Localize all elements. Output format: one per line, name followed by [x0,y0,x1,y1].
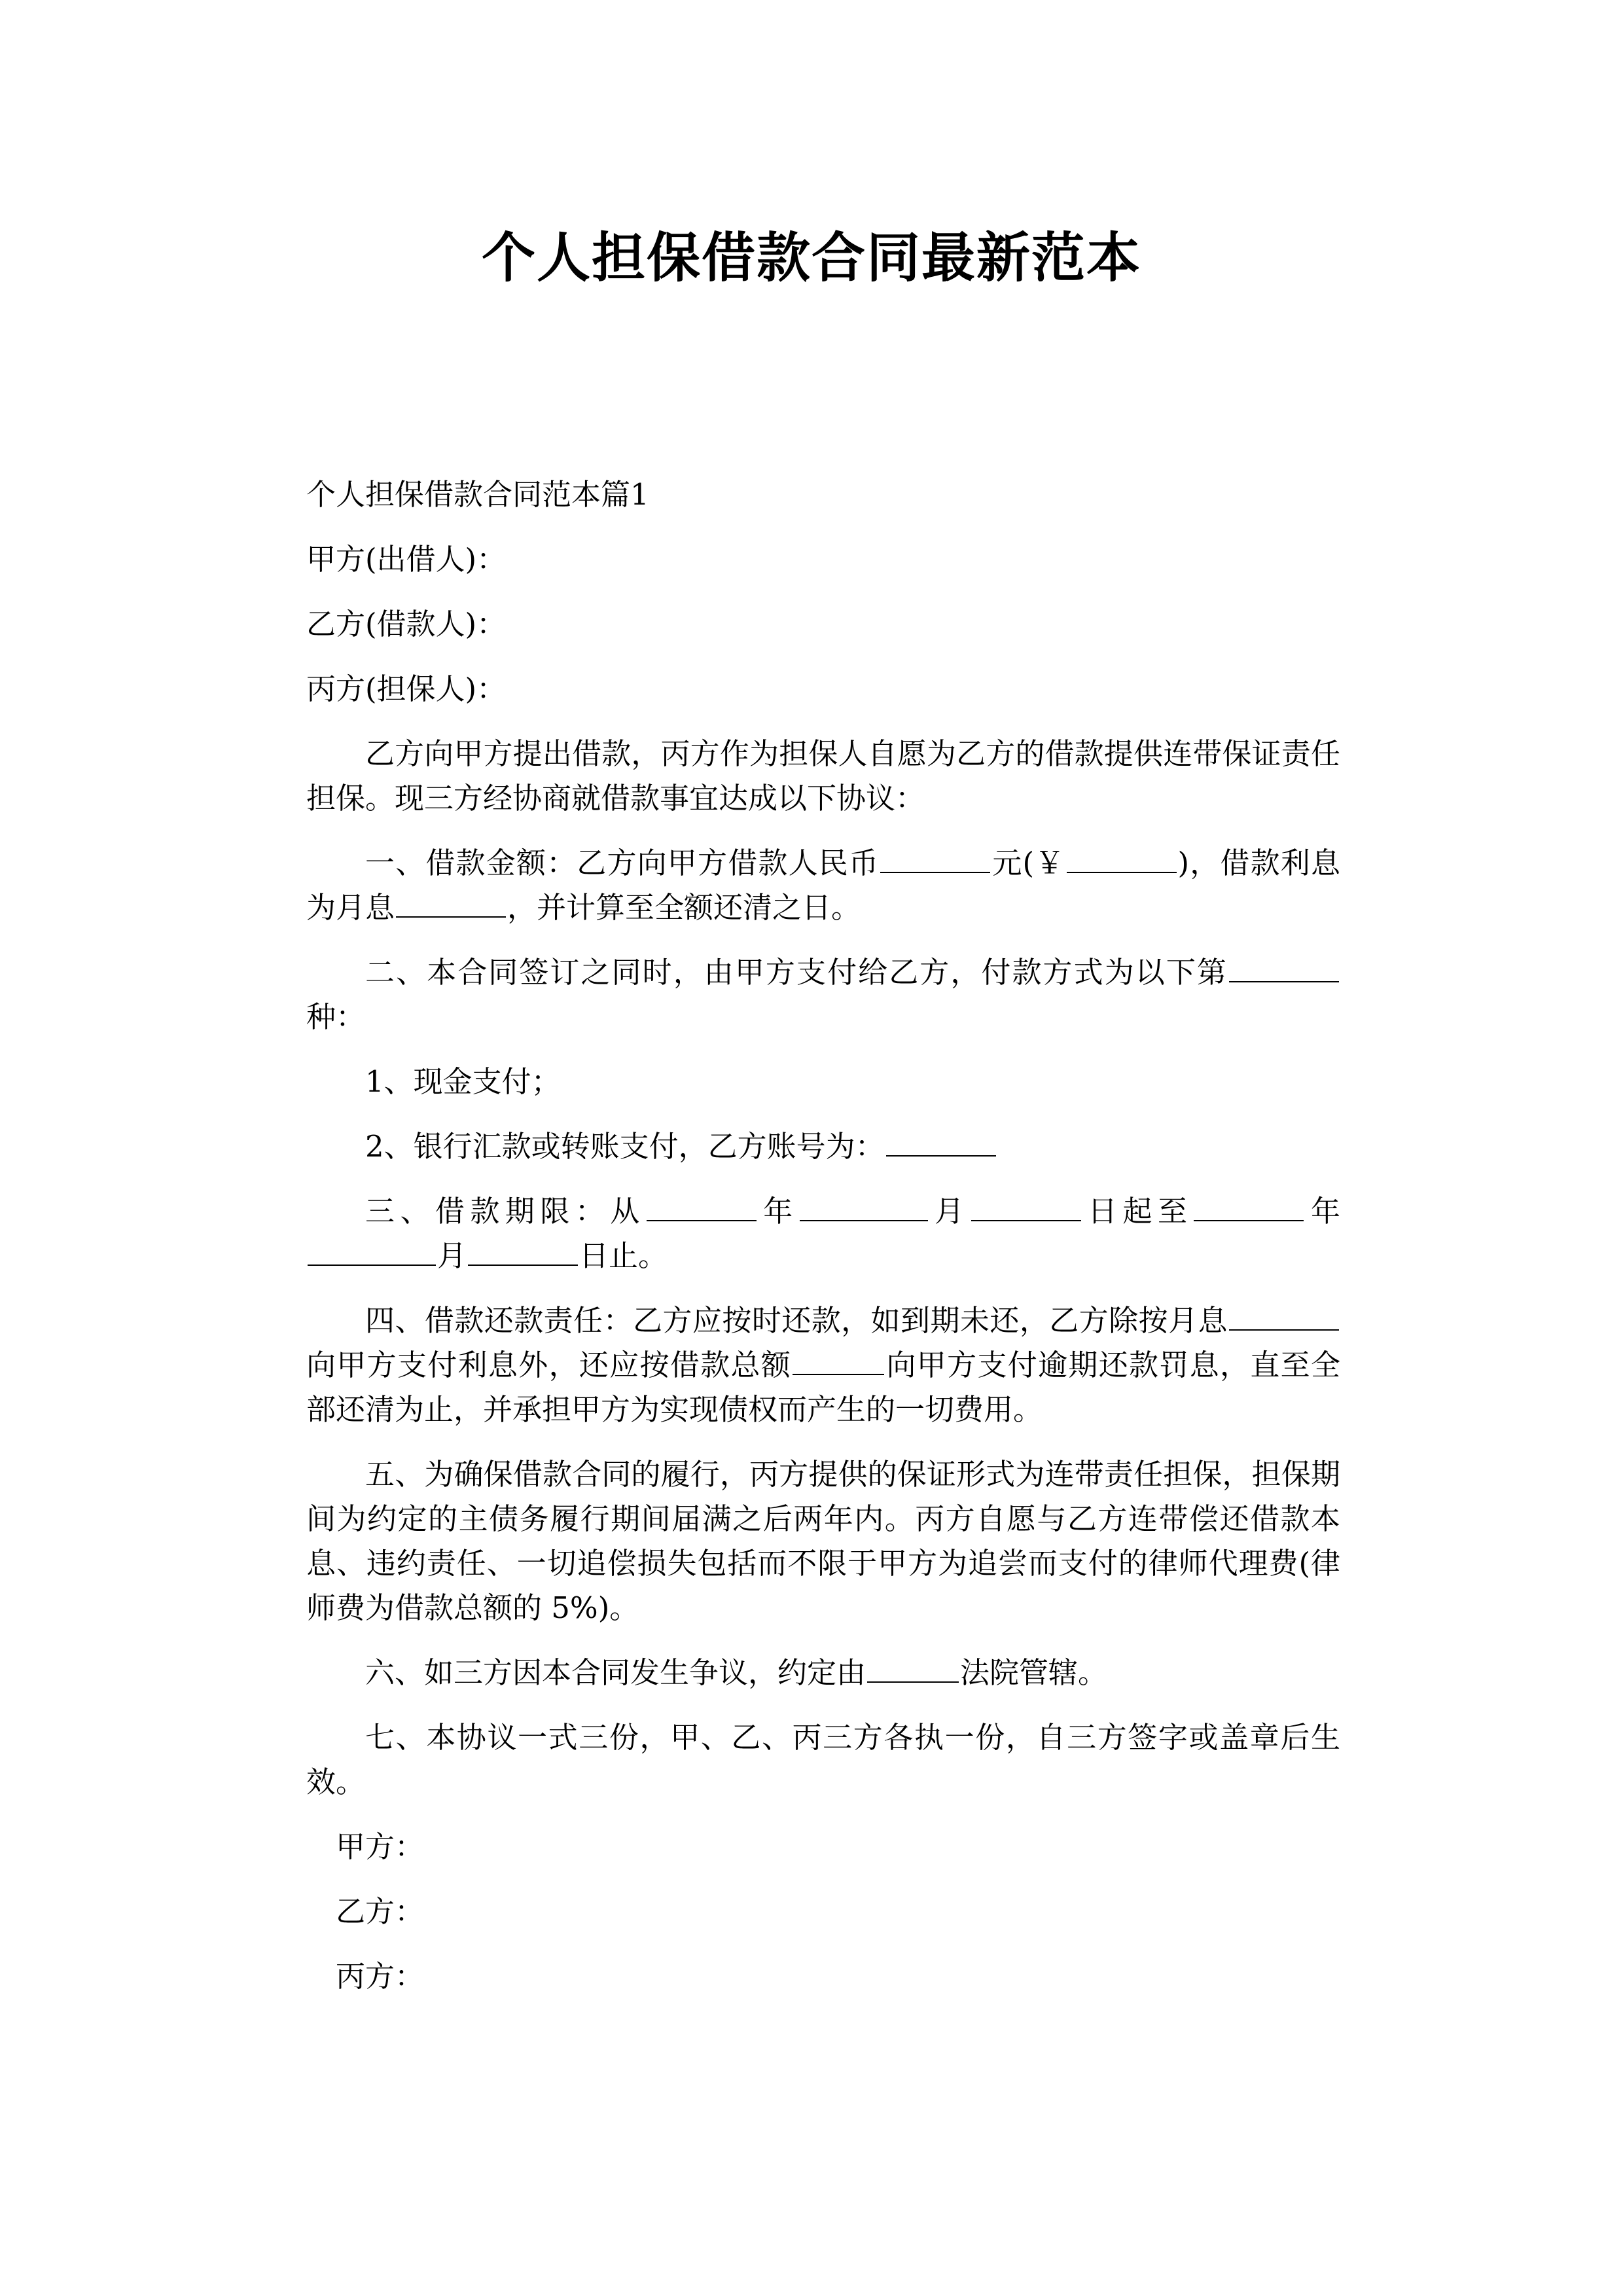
start-year-blank[interactable] [647,1191,757,1221]
clause-2-text-b: 种： [306,999,366,1034]
clause-7-paragraph: 七、本协议一式三份，甲、乙、丙三方各执一份，自三方签字或盖章后生效。 [306,1720,1340,1799]
overdue-monthly-interest-blank[interactable] [1229,1300,1339,1331]
clause-1-text-a: 一、借款金额：乙方向甲方借款人民币 [365,846,880,880]
party-b-line: 乙方(借款人)： [306,607,507,641]
clause-3-text-d: 日起至 [1082,1194,1193,1229]
clause-4-text-a: 四、借款还款责任：乙方应按时还款，如到期未还，乙方除按月息 [365,1303,1228,1338]
end-month-blank[interactable] [308,1235,436,1266]
clause-2-item-2 [306,1124,1340,1169]
clause-6-text-b: 法院管辖。 [960,1655,1108,1690]
clause-6-paragraph [306,1651,1340,1695]
clause-5-paragraph: 五、为确保借款合同的履行，丙方提供的保证形式为连带责任担保，担保期间为约定的主债务履行期间届满之后两年内。丙方自愿与乙方连带偿还借款本息、违约责任、一切追偿损失包括而不限于甲方为追尝而支付的律师代理费(律师费为借款总额的 5%)。 [306,1457,1340,1625]
penalty-rate-blank[interactable] [793,1344,884,1375]
clause-3-text-f: 月 [437,1238,467,1273]
loan-amount-numeric-blank[interactable] [1067,842,1177,873]
preamble-paragraph: 乙方向甲方提出借款，丙方作为担保人自愿为乙方的借款提供连带保证责任担保。现三方经协商就借款事宜达成以下协议： [306,736,1340,816]
clause-3-text-g: 日止。 [579,1238,668,1273]
loan-amount-blank[interactable] [880,842,990,873]
signature-party-b: 乙方： [336,1894,425,1929]
court-jurisdiction-blank[interactable] [867,1652,959,1683]
payment-method-blank[interactable] [1229,952,1339,982]
clause-3-text-c: 月 [929,1194,970,1229]
clause-1-paragraph [306,841,1340,930]
clause-4-paragraph [306,1299,1340,1432]
signature-party-c: 丙方： [336,1959,425,1994]
clause-2-paragraph [306,950,1340,1039]
clause-2-item-1: 1、现金支付； [365,1064,561,1099]
clause-4-text-b: 向甲方支付利息外，还应按借款总额 [306,1348,792,1382]
monthly-interest-blank[interactable] [396,887,506,918]
bank-account-blank[interactable] [886,1126,996,1157]
clause-4-text-c: 向甲方支付逾期还款罚息，直至全部还清为止，并承担甲方为实现债权而产生的一切费用。 [306,1348,1340,1427]
clause-3-paragraph [306,1189,1340,1278]
clause-2-text-a: 二、本合同签订之同时，由甲方支付给乙方，付款方式为以下第 [365,955,1228,990]
party-a-line: 甲方(出借人)： [306,542,507,577]
clause-1-text-c: )，借款利息为月息 [306,846,1340,925]
clause-6-text-a: 六、如三方因本合同发生争议，约定由 [365,1655,866,1690]
page-title: 个人担保借款合同最新范本 [481,226,1141,289]
clause-1-text-d: ，并计算至全额还清之日。 [507,890,861,925]
clause-2-item-2-text: 2、银行汇款或转账支付，乙方账号为： [365,1129,885,1164]
clause-3-text-a: 三、借款期限：从 [365,1194,645,1229]
start-month-blank[interactable] [800,1191,928,1221]
end-day-blank[interactable] [468,1235,578,1266]
signature-party-a: 甲方： [336,1829,425,1864]
document-body [306,473,1340,2019]
clause-3-text-e: 年 [1305,1194,1340,1229]
clause-1-text-b: 元(￥ [991,846,1065,880]
party-c-line: 丙方(担保人)： [306,672,507,706]
start-day-blank[interactable] [971,1191,1081,1221]
end-year-blank[interactable] [1194,1191,1304,1221]
clause-3-text-b: 年 [757,1194,798,1229]
section-heading: 个人担保借款合同范本篇1 [306,477,649,512]
